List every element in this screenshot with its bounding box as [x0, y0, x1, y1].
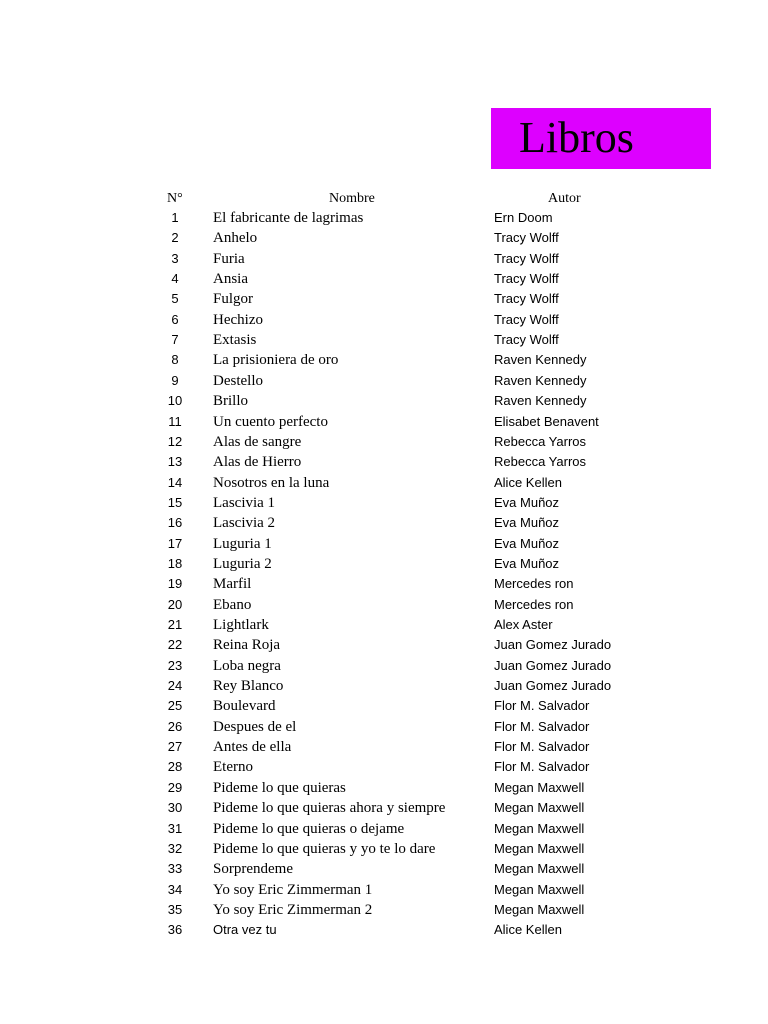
table-row	[0, 798, 768, 818]
book-title: Eterno	[213, 759, 253, 775]
row-number: 7	[171, 332, 179, 347]
table-row	[0, 513, 768, 533]
book-title: Pideme lo que quieras	[213, 780, 346, 796]
row-number: 25	[167, 698, 183, 713]
row-number: 26	[167, 719, 183, 734]
table-row	[0, 615, 768, 635]
book-author: Rebecca Yarros	[494, 434, 587, 449]
book-author: Flor M. Salvador	[494, 719, 590, 734]
book-author: Raven Kennedy	[494, 352, 587, 367]
table-row	[0, 228, 768, 248]
book-title: Ansia	[213, 271, 248, 287]
table-row	[0, 452, 768, 472]
book-author: Megan Maxwell	[494, 861, 585, 876]
book-author: Mercedes ron	[494, 597, 574, 612]
table-row	[0, 432, 768, 452]
table-row	[0, 778, 768, 798]
book-title: Ebano	[213, 597, 252, 613]
book-title: Luguria 2	[213, 556, 272, 572]
row-number: 15	[167, 495, 183, 510]
row-number: 31	[167, 821, 183, 836]
book-title: Lascivia 1	[213, 495, 276, 511]
table-row	[0, 635, 768, 655]
row-number: 22	[167, 637, 183, 652]
book-title: Boulevard	[213, 698, 276, 714]
book-title: La prisioniera de oro	[213, 352, 339, 368]
book-title: Antes de ella	[213, 739, 292, 755]
row-number: 13	[167, 454, 183, 469]
book-title: Un cuento perfecto	[213, 414, 328, 430]
book-author: Raven Kennedy	[494, 393, 587, 408]
table-row	[0, 920, 768, 940]
table-row	[0, 717, 768, 737]
table-row	[0, 473, 768, 493]
book-author: Megan Maxwell	[494, 780, 585, 795]
book-author: Juan Gomez Jurado	[494, 658, 612, 673]
book-author: Flor M. Salvador	[494, 739, 590, 754]
book-title: El fabricante de lagrimas	[213, 210, 364, 226]
table-row	[0, 208, 768, 228]
row-number: 30	[167, 800, 183, 815]
title-banner	[491, 108, 711, 169]
table-row	[0, 534, 768, 554]
book-title: Reina Roja	[213, 637, 281, 653]
book-author: Juan Gomez Jurado	[494, 678, 612, 693]
row-number: 36	[167, 922, 183, 937]
table-row	[0, 737, 768, 757]
row-number: 17	[167, 536, 183, 551]
table-row	[0, 595, 768, 615]
book-author: Juan Gomez Jurado	[494, 637, 612, 652]
book-author: Megan Maxwell	[494, 882, 585, 897]
document-title: Libros	[519, 113, 634, 162]
row-number: 14	[167, 475, 183, 490]
book-author: Flor M. Salvador	[494, 759, 590, 774]
row-number: 21	[167, 617, 183, 632]
table-row	[0, 839, 768, 859]
header-name: Nombre	[329, 191, 375, 206]
book-title: Sorprendeme	[213, 861, 293, 877]
book-title: Destello	[213, 373, 263, 389]
table-row	[0, 493, 768, 513]
table-row	[0, 900, 768, 920]
row-number: 35	[167, 902, 183, 917]
row-number: 10	[167, 393, 183, 408]
row-number: 18	[167, 556, 183, 571]
book-title: Hechizo	[213, 312, 263, 328]
book-author: Raven Kennedy	[494, 373, 587, 388]
row-number: 11	[168, 414, 182, 429]
book-author: Tracy Wolff	[494, 291, 559, 306]
book-title: Pideme lo que quieras y yo te lo dare	[213, 841, 436, 857]
row-number: 24	[167, 678, 183, 693]
table-row	[0, 819, 768, 839]
table-row	[0, 676, 768, 696]
book-title: Despues de el	[213, 719, 297, 735]
book-title: Otra vez tu	[213, 922, 277, 937]
row-number: 32	[167, 841, 183, 856]
table-row	[0, 859, 768, 879]
book-author: Tracy Wolff	[494, 332, 559, 347]
book-author: Flor M. Salvador	[494, 698, 590, 713]
book-author: Megan Maxwell	[494, 902, 585, 917]
table-row	[0, 757, 768, 777]
book-author: Megan Maxwell	[494, 800, 585, 815]
table-row	[0, 289, 768, 309]
table-row	[0, 330, 768, 350]
header-author: Autor	[548, 191, 581, 206]
table-row	[0, 269, 768, 289]
book-title: Furia	[213, 251, 245, 267]
row-number: 19	[167, 576, 183, 591]
row-number: 3	[171, 251, 179, 266]
row-number: 1	[171, 210, 179, 225]
book-author: Ern Doom	[494, 210, 553, 225]
book-title: Anhelo	[213, 230, 258, 246]
book-title: Yo soy Eric Zimmerman 1	[213, 882, 373, 898]
table-row	[0, 412, 768, 432]
table-row	[0, 350, 768, 370]
book-title: Alas de sangre	[213, 434, 302, 450]
book-title: Marfil	[213, 576, 252, 592]
book-author: Tracy Wolff	[494, 271, 559, 286]
book-title: Nosotros en la luna	[213, 475, 330, 491]
book-title: Lascivia 2	[213, 515, 276, 531]
table-row	[0, 371, 768, 391]
row-number: 29	[167, 780, 183, 795]
book-author: Mercedes ron	[494, 576, 574, 591]
row-number: 23	[167, 658, 183, 673]
book-title: Extasis	[213, 332, 257, 348]
book-author: Megan Maxwell	[494, 821, 585, 836]
table-row	[0, 310, 768, 330]
row-number: 6	[171, 312, 179, 327]
book-title: Pideme lo que quieras o dejame	[213, 821, 405, 837]
header-number: N°	[167, 191, 183, 206]
row-number: 27	[167, 739, 183, 754]
book-title: Pideme lo que quieras ahora y siempre	[213, 800, 446, 816]
book-title: Alas de Hierro	[213, 454, 302, 470]
table-row	[0, 574, 768, 594]
table-row	[0, 391, 768, 411]
table-row	[0, 880, 768, 900]
row-number: 2	[171, 230, 179, 245]
row-number: 12	[167, 434, 183, 449]
book-title: Yo soy Eric Zimmerman 2	[213, 902, 373, 918]
table-row	[0, 554, 768, 574]
book-title: Lightlark	[213, 617, 269, 633]
table-row	[0, 696, 768, 716]
book-title: Luguria 1	[213, 536, 272, 552]
book-author: Eva Muñoz	[494, 556, 560, 571]
book-author: Alex Aster	[494, 617, 553, 632]
row-number: 8	[171, 352, 179, 367]
book-title: Rey Blanco	[213, 678, 284, 694]
book-author: Eva Muñoz	[494, 536, 560, 551]
book-author: Eva Muñoz	[494, 515, 560, 530]
table-row	[0, 249, 768, 269]
row-number: 34	[167, 882, 183, 897]
row-number: 16	[167, 515, 183, 530]
book-author: Tracy Wolff	[494, 251, 559, 266]
row-number: 9	[171, 373, 179, 388]
row-number: 33	[167, 861, 183, 876]
row-number: 28	[167, 759, 183, 774]
book-title: Fulgor	[213, 291, 254, 307]
book-author: Elisabet Benavent	[494, 414, 599, 429]
book-author: Rebecca Yarros	[494, 454, 587, 469]
book-title: Brillo	[213, 393, 249, 409]
book-author: Alice Kellen	[494, 922, 562, 937]
table-row	[0, 656, 768, 676]
book-title: Loba negra	[213, 658, 281, 674]
row-number: 4	[171, 271, 179, 286]
book-author: Tracy Wolff	[494, 230, 559, 245]
row-number: 5	[171, 291, 179, 306]
book-author: Tracy Wolff	[494, 312, 559, 327]
book-author: Eva Muñoz	[494, 495, 560, 510]
book-author: Alice Kellen	[494, 475, 562, 490]
row-number: 20	[167, 597, 183, 612]
book-author: Megan Maxwell	[494, 841, 585, 856]
